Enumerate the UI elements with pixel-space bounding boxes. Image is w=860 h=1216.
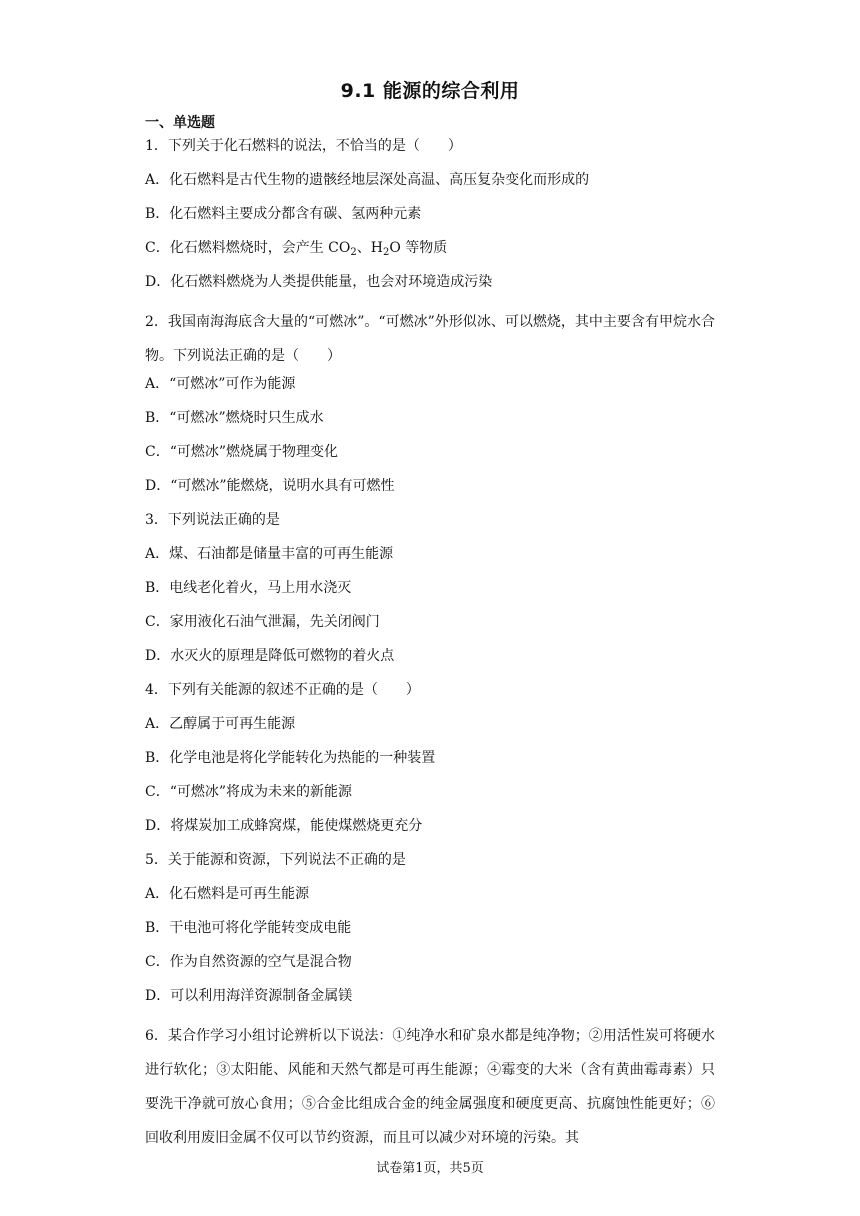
page-footer: 试卷第1页，共5页 [376,1161,484,1176]
option-a: A．化石燃料是古代生物的遗骸经地层深处高温、高压复杂变化而形成的 [145,172,590,188]
section-heading: 一、单选题 [145,115,215,131]
page-title: 9.1 能源的综合利用 [340,80,520,102]
option-d: D．“可燃冰”能燃烧，说明水具有可燃性 [145,478,395,494]
subscript: 2 [350,247,357,258]
question-stem: 2．我国南海海底含大量的“可燃冰”。“可燃冰”外形似冰、可以燃烧，其中主要含有甲烷水合物。下列说法正确的是（ ） [145,314,715,364]
question-stem: 6．某合作学习小组讨论辨析以下说法：①纯净水和矿泉水都是纯净物；②用活性炭可将硬水进行软化；③太阳能、风能和天然气都是可再生能源；④霉变的大米（含有黄曲霉毒素）只要洗干净就可放心食用；⑤合金比组成合金的纯金属强度和硬度更高、抗腐蚀性能更好；⑥回收利用废旧金属不仅可以节约资源，而且可以减少对环境的污染。其 [145,1028,715,1146]
option-b: B．化石燃料主要成分都含有碳、氢两种元素 [145,206,422,222]
option-a: A．乙醇属于可再生能源 [145,716,296,732]
option-c-text: C．化石燃料燃烧时，会产生 CO [145,240,351,256]
option-c [145,237,715,271]
option-b: B．电线老化着火，马上用水浇灭 [145,580,352,596]
option-a: A．煤、石油都是储量丰富的可再生能源 [145,546,394,562]
question-stem: 5．关于能源和资源，下列说法不正确的是 [145,852,406,868]
question-list [145,135,715,1155]
option-b: B．化学电池是将化学能转化为热能的一种装置 [145,750,436,766]
question-stem: 4．下列有关能源的叙述不正确的是（ ） [145,682,420,698]
option-c-text: 、H [356,240,383,256]
question-stem: 3．下列说法正确的是 [145,512,280,528]
subscript: 2 [382,247,390,258]
option-c: C．作为自然资源的空气是混合物 [145,954,352,970]
option-d: D．化石燃料燃烧为人类提供能量，也会对环境造成污染 [145,274,493,290]
option-d: D．将煤炭加工成蜂窝煤，能使煤燃烧更充分 [145,818,423,834]
option-c: C．“可燃冰”燃烧属于物理变化 [145,444,339,460]
option-b: B．干电池可将化学能转变成电能 [145,920,352,936]
option-d: D．水灭火的原理是降低可燃物的着火点 [145,648,395,664]
option-a: A．化石燃料是可再生能源 [145,886,310,902]
option-b: B．“可燃冰”燃烧时只生成水 [145,410,324,426]
option-a: A．“可燃冰”可作为能源 [145,376,296,392]
option-d: D．可以利用海洋资源制备金属镁 [145,988,353,1004]
option-c: C．家用液化石油气泄漏，先关闭阀门 [145,614,380,630]
question-stem: 1．下列关于化石燃料的说法，不恰当的是（ ） [145,138,462,154]
option-c: C．“可燃冰”将成为未来的新能源 [145,784,353,800]
option-c-text: O 等物质 [389,240,448,256]
